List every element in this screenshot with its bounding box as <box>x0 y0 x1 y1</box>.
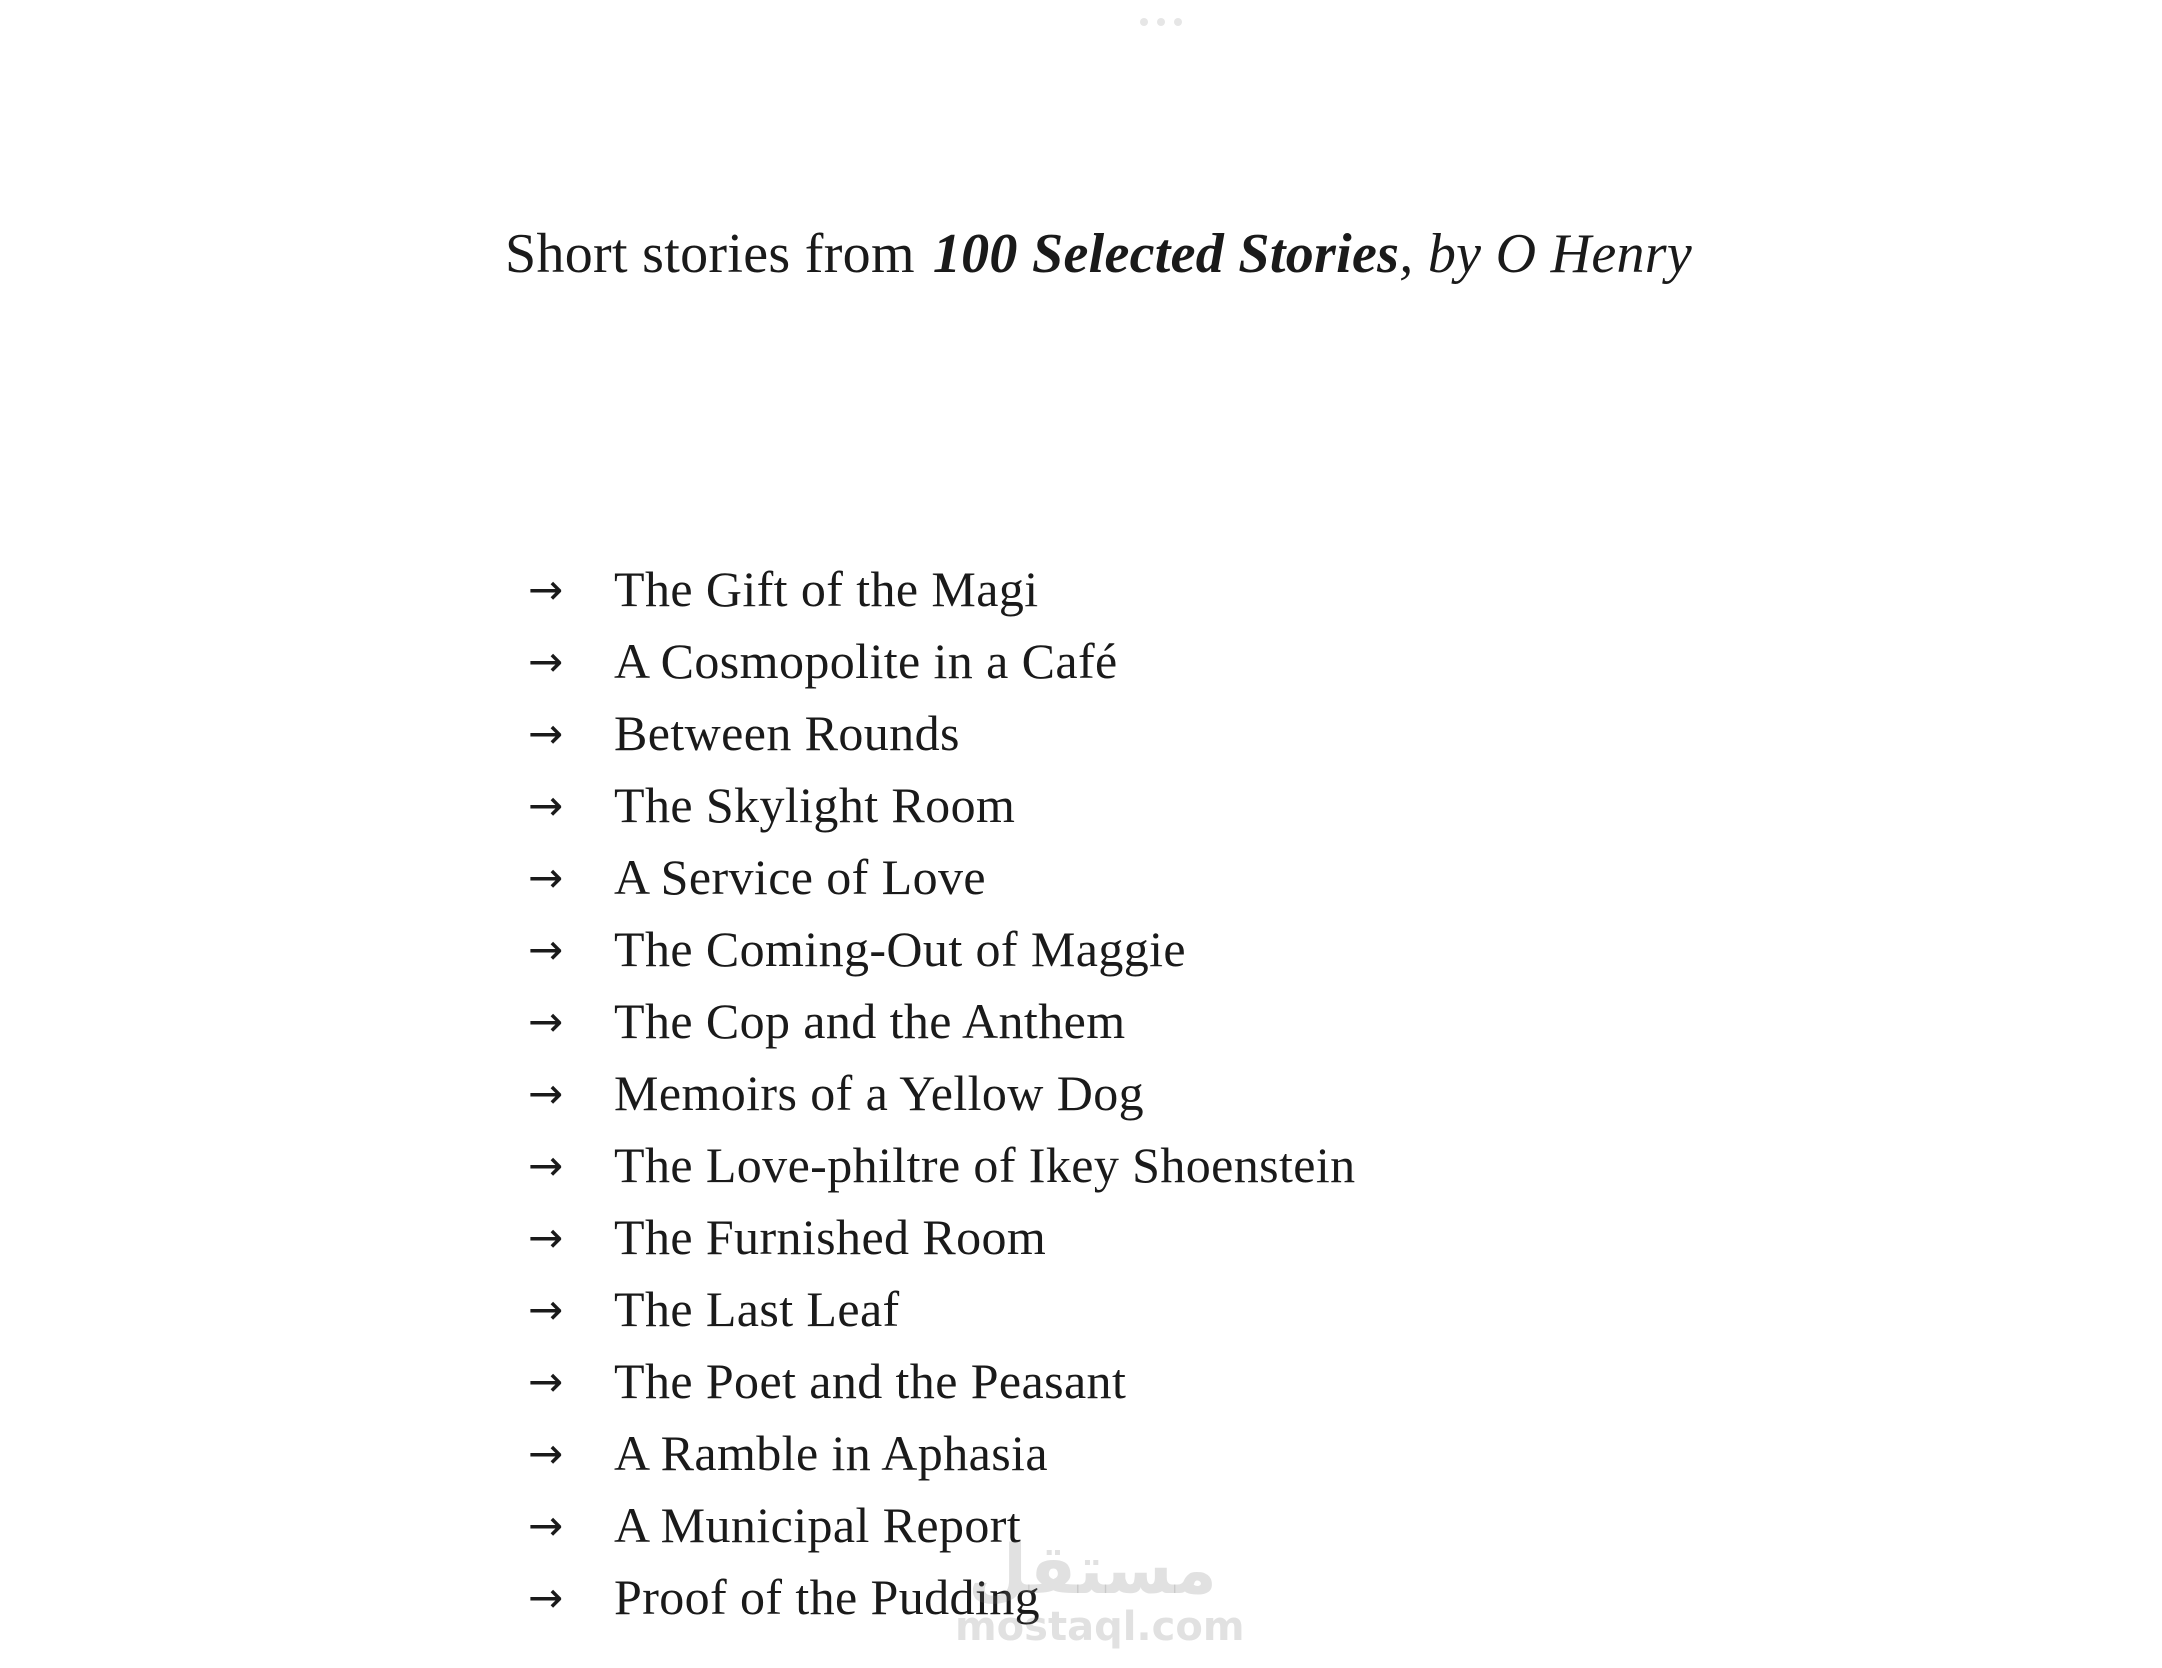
arrow-right-icon: → <box>528 996 564 1046</box>
story-title: The Skylight Room <box>614 777 1016 833</box>
arrow-right-icon: → <box>528 924 564 974</box>
watermark-arabic: مستقل <box>968 1531 1217 1610</box>
title-author: , by O Henry <box>1399 223 1693 285</box>
dot <box>1157 18 1165 26</box>
arrow-right-icon: → <box>528 852 564 902</box>
arrow-right-icon: → <box>528 636 564 686</box>
more-dots-icon[interactable] <box>1140 18 1182 26</box>
list-item <box>528 1489 1356 1561</box>
list-item <box>528 1057 1356 1129</box>
list-item <box>528 1273 1356 1345</box>
arrow-right-icon: → <box>528 708 564 758</box>
arrow-right-icon: → <box>528 1140 564 1190</box>
list-item <box>528 1201 1356 1273</box>
arrow-right-icon: → <box>528 1572 564 1622</box>
story-title: The Cop and the Anthem <box>614 993 1126 1049</box>
story-list <box>528 553 1356 1633</box>
arrow-right-icon: → <box>528 564 564 614</box>
arrow-right-icon: → <box>528 1068 564 1118</box>
arrow-right-icon: → <box>528 1428 564 1478</box>
arrow-right-icon: → <box>528 1500 564 1550</box>
story-title: The Furnished Room <box>614 1209 1047 1265</box>
watermark-latin: mostaql.com <box>955 1604 1245 1650</box>
story-title: The Poet and the Peasant <box>614 1353 1127 1409</box>
list-item <box>528 985 1356 1057</box>
arrow-right-icon: → <box>528 1356 564 1406</box>
list-item <box>528 697 1356 769</box>
story-title: The Coming-Out of Maggie <box>614 921 1187 977</box>
story-title: The Gift of the Magi <box>614 561 1039 617</box>
list-item <box>528 913 1356 985</box>
story-title: A Cosmopolite in a Café <box>614 633 1118 689</box>
story-title: The Last Leaf <box>614 1281 900 1337</box>
list-item <box>528 1417 1356 1489</box>
story-title: Between Rounds <box>614 705 960 761</box>
list-item <box>528 1345 1356 1417</box>
story-title: A Municipal Report <box>614 1497 1022 1553</box>
story-title: A Ramble in Aphasia <box>614 1425 1048 1481</box>
list-item <box>528 769 1356 841</box>
list-item <box>528 841 1356 913</box>
story-title: Proof of the Pudding <box>614 1569 1041 1625</box>
list-item <box>528 1129 1356 1201</box>
dot <box>1140 18 1148 26</box>
story-title: The Love-philtre of Ikey Shoenstein <box>614 1137 1356 1193</box>
arrow-right-icon: → <box>528 780 564 830</box>
list-item <box>528 1561 1356 1633</box>
story-title: Memoirs of a Yellow Dog <box>614 1065 1145 1121</box>
list-item <box>528 625 1356 697</box>
list-item <box>528 553 1356 625</box>
arrow-right-icon: → <box>528 1284 564 1334</box>
arrow-right-icon: → <box>528 1212 564 1262</box>
story-title: A Service of Love <box>614 849 986 905</box>
dot <box>1174 18 1182 26</box>
book-title: 100 Selected Stories <box>932 223 1400 285</box>
title-prefix: Short stories from <box>505 223 915 285</box>
page-title <box>505 222 1692 286</box>
